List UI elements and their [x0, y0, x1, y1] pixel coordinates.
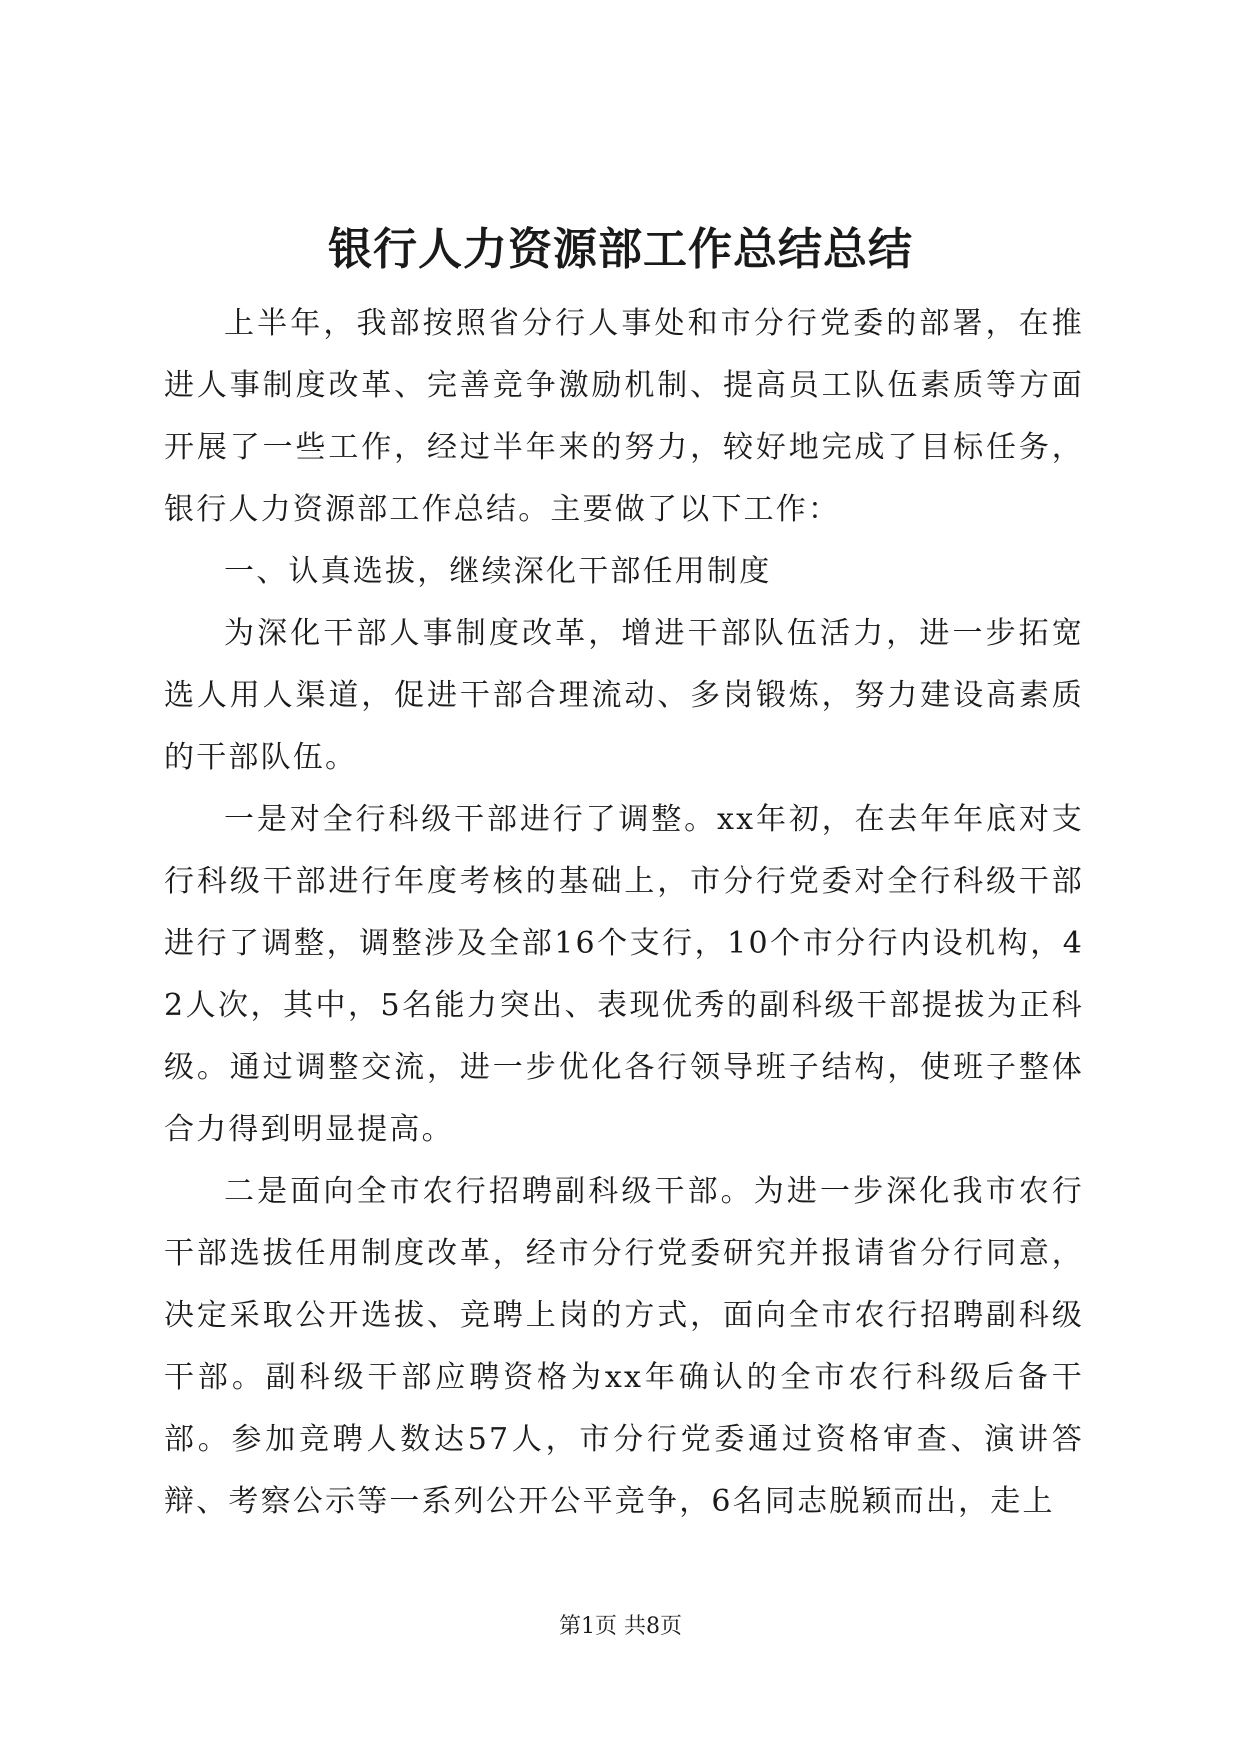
document-title: 银行人力资源部工作总结总结 [328, 224, 913, 275]
document-body [164, 293, 1084, 1533]
paragraph-intro: 上半年，我部按照省分行人事处和市分行党委的部署，在推进人事制度改革、完善竞争激励机制、提高员工队伍素质等方面开展了一些工作，经过半年来的努力，较好地完成了目标任务，银行人力资源部工作总结。主要做了以下工作： [164, 306, 1084, 527]
paragraph-purpose: 为深化干部人事制度改革，增进干部队伍活力，进一步拓宽选人用人渠道，促进干部合理流动、多岗锻炼，努力建设高素质的干部队伍。 [164, 616, 1084, 775]
paragraph-item-2: 二是面向全市农行招聘副科级干部。为进一步深化我市农行干部选拔任用制度改革，经市分行党委研究并报请省分行同意，决定采取公开选拔、竞聘上岗的方式，面向全市农行招聘副科级干部。副科级干部应聘资格为xx年确认的全市农行科级后备干部。参加竞聘人数达57人，市分行党委通过资格审查、演讲答辩、考察公示等一系列公开公平竞争，6名同志脱颖而出，走上 [164, 1174, 1084, 1519]
paragraph-item-1: 一是对全行科级干部进行了调整。xx年初，在去年年底对支行科级干部进行年度考核的基础上，市分行党委对全行科级干部进行了调整，调整涉及全部16个支行，10个市分行内设机构，42人次，其中，5名能力突出、表现优秀的副科级干部提拔为正科级。通过调整交流，进一步优化各行领导班子结构，使班子整体合力得到明显提高。 [164, 802, 1084, 1147]
section-heading-1: 一、认真选拔，继续深化干部任用制度 [224, 554, 772, 589]
page-footer: 第1页 共8页 [559, 1614, 682, 1639]
